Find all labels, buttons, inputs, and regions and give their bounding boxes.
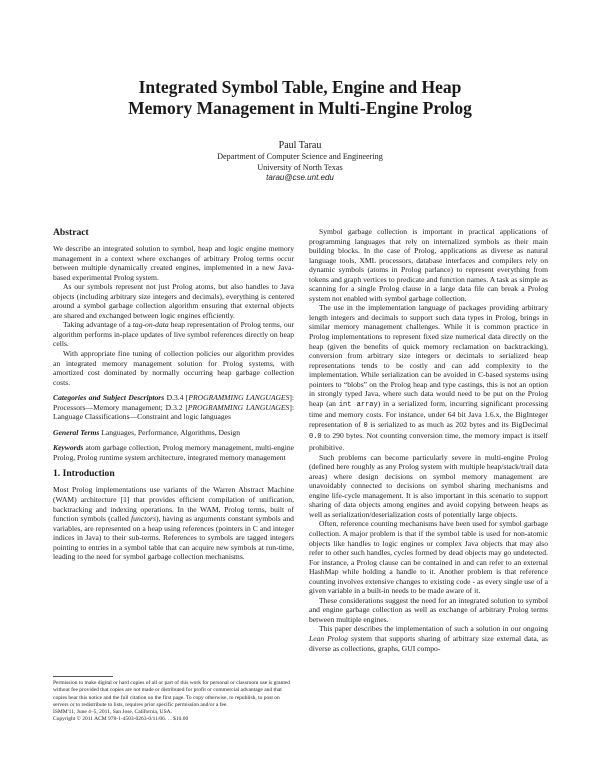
abstract-paragraph-2: As our symbols represent not just Prolog atoms, but also handles to Java objects (including arbitrary size integers and decimals), everything is centered around a symbol garbage collection algorithm ensuring that external objects are shared and exchanged between logic engines efficiently. bbox=[53, 282, 294, 320]
right-paragraph-2: The use in the implementation language of packages providing arbitrary length integers and decimals to support such data types in Prolog, brings in similar memory management challenges. While it is common practice in Prolog implementations to represent fixed size numerical data directly on the heap (given the benefits of quick memory reclamation on backtracking), conversion from arbitrary size integers or decimals to serialized heap representations tends to be costly and can add complexity to the implementation. While serialization can be avoided in C-based systems using pointers to “blobs” on the Prolog heap and type castings, this is not an option in strongly typed Java, where such data would need to be put on the Prolog heap (an int array) in a serialized form, incurring significant processing time and memory costs. For instance, under 64 bit Java 1.6.x, the BigInteger representation of 0 is serialized to as much as 202 bytes and its BigDecimal 0.0 to 290 bytes. Not counting conversion time, the memory impact is itself prohibitive. bbox=[309, 303, 548, 453]
right-paragraph-6: This paper describes the implementation of such a solution in our ongoing Lean Prolog system that supports sharing of arbitrary size external data, as diverse as collections, graphs, GUI compo- bbox=[309, 624, 548, 653]
right-column bbox=[309, 227, 548, 653]
abstract-paragraph-3: Taking advantage of a tag-on-data heap representation of Prolog terms, our algorithm performs in-place updates of live symbol references directly on heap cells. bbox=[53, 320, 294, 349]
abstract-heading: Abstract bbox=[53, 227, 89, 238]
author-name: Paul Tarau bbox=[278, 140, 322, 151]
abstract-paragraph-4: With appropriate fine tuning of collection policies our algorithm provides an integrated memory management solution for Prolog systems, with amortized cost dominated by normally occurring heap garbage collection costs. bbox=[53, 349, 294, 387]
copyright-line: Copyright © 2011 ACM 978-1-4503-0263-0/11/06. . . $10.00 bbox=[53, 716, 189, 723]
abstract-paragraph-1: We describe an integrated solution to symbol, heap and logic engine memory management in a context where exchanges of arbitrary Prolog terms occur between multiple dynamically created engines, implemented in a new Java-based experimental Prolog system. bbox=[53, 244, 294, 282]
left-column bbox=[53, 227, 294, 562]
conference-info: ISMM'11, June 4–5, 2011, San Jose, California, USA. bbox=[53, 709, 172, 716]
copyright-footnote bbox=[53, 676, 294, 724]
introduction-heading: 1. Introduction bbox=[53, 468, 115, 480]
general-terms: General Terms Languages, Performance, Algorithms, Design bbox=[53, 427, 241, 437]
title-line-1: Integrated Symbol Table, Engine and Heap bbox=[138, 77, 462, 97]
introduction-paragraph-1: Most Prolog implementations use variants of the Warren Abstract Machine (WAM) architecture [1] that provides efficient compilation of unification, backtracking and indexing operations. In the WAM, Prolog terms, built of function symbols (called functors), having as arguments constant symbols and variables, are represented on a heap using references (pointers in C and integer indices in Java) to their sub-terms. References to symbols are tagged integers pointing to entries in a symbol table that can acquire new symbols at run-time, leading to the need for symbol garbage collection mechanisms. bbox=[53, 485, 294, 562]
paper-title bbox=[0, 77, 600, 119]
permission-text: Permission to make digital or hard copies of all or part of this work for personal or classroom use is granted without fee provided that copies are not made or distributed for profit or commercial advantage and that copies bear this notice and the full citation on the first page. To copy otherwise, to republish, to post on servers or to redistribute to lists, requires prior specific permission and/or a fee. bbox=[53, 680, 291, 708]
right-paragraph-4: Often, reference counting mechanisms have been used for symbol garbage collection. A major problem is that if the symbol table is used for non-atomic objects like handles to logic engines or complex Java objects that may also refer to other such handles, cycles formed by dead objects may go undetected. For instance, a Prolog clause can be contained in and can refer to an external HashMap while holding a handle to it. Another problem is that reference counting involves extensive changes to existing code - as every single use of a given variable in a built-in needs to be made aware of it. bbox=[309, 519, 548, 596]
department: Department of Computer Science and Engineering bbox=[217, 152, 383, 161]
author-email: tarau@cse.unt.edu bbox=[266, 173, 334, 182]
affiliation bbox=[0, 152, 600, 184]
right-paragraph-3: Such problems can become particularly severe in multi-engine Prolog (defined here roughly as any Prolog system with multiple heap/stack/trail data areas) where design decisions on symbol memory management are unavoidably connected to decisions on symbol sharing mechanisms and engine life-cycle management. It is also important in this scenario to support sharing of data objects among engines and avoid copying between heaps as well as serialization/deserialization costs of potentially large objects. bbox=[309, 452, 548, 519]
right-paragraph-1: Symbol garbage collection is important in practical applications of programming languages that rely on internalized symbols as their main building blocks. In the case of Prolog, applications as diverse as natural language tools, XML processors, database interfaces and compilers rely on dynamic symbols (atoms in Prolog parlance) to represent everything from tokens and graph vertices to predicate and function names. A task as simple as scanning for a single Prolog clause in a large data file can break a Prolog system not enabled with symbol garbage collection. bbox=[309, 227, 548, 303]
university: University of North Texas bbox=[257, 162, 343, 172]
right-paragraph-5: These considerations suggest the need for an integrated solution to symbol and engine garbage collection as well as exchange of arbitrary Prolog terms between multiple engines. bbox=[309, 595, 548, 624]
title-line-2: Memory Management in Multi-Engine Prolog bbox=[128, 98, 472, 118]
keywords: Keywords atom garbage collection, Prolog memory management, multi-engine Prolog, Prolog runtime system architecture, integrated memory management bbox=[53, 443, 294, 462]
categories-descriptors: Categories and Subject Descriptors D.3.4 [PROGRAMMING LANGUAGES]: Processors—Memory management; D.3.2 [PROGRAMMING LANGUAGES]: Language Classifications—Constraint and logic languages bbox=[53, 393, 295, 422]
